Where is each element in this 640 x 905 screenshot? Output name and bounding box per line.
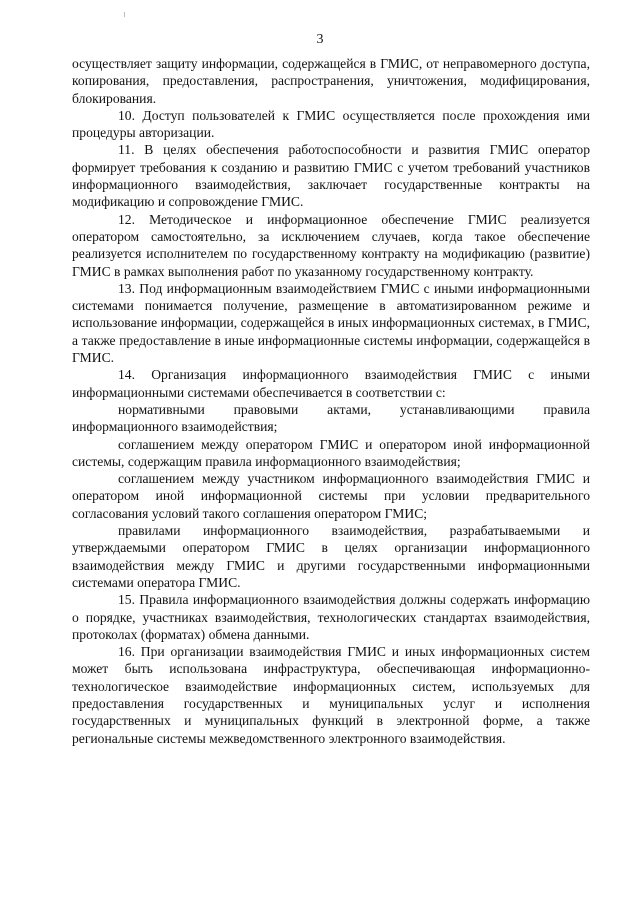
document-body bbox=[72, 55, 590, 747]
list-item-interaction-rules: правилами информационного взаимодействия, разрабатываемыми и утверждаемыми оператором ГМИС в целях организации информационного взаимодействия между ГМИС и другими государственными информационными системами оператора ГМИС. bbox=[72, 523, 590, 590]
paragraph-12: 12. Методическое и информационное обеспечение ГМИС реализуется оператором самостоятельно, за исключением случаев, когда такое обеспечение реализуется исполнителем по государственному контракту на модификацию (развитие) ГМИС в рамках выполнения работ по указанному государственному контракту. bbox=[72, 211, 590, 279]
paragraph-1: осуществляет защиту информации, содержащейся в ГМИС, от неправомерного доступа, копирования, предоставления, распространения, уничтожения, модифицирования, блокирования. bbox=[72, 56, 590, 106]
paragraph-16: 16. При организации взаимодействия ГМИС и иных информационных систем может быть использована инфраструктура, обеспечивающая информационно-технологическое взаимодействие информационных систем, используемых для предоставления государственных и муниципальных услуг и исполнения государственных и муниципальных функций в электронной форме, а также региональные системы межведомственного электронного взаимодействия. bbox=[72, 644, 590, 746]
list-item-operator-agreement: соглашением между оператором ГМИС и оператором иной информационной системы, содержащим правила информационного взаимодействия; bbox=[72, 436, 590, 469]
paragraph-14: 14. Организация информационного взаимодействия ГМИС с иными информационными системами обеспечивается в соответствии с: bbox=[72, 367, 590, 400]
paragraph-15: 15. Правила информационного взаимодействия должны содержать информацию о порядке, участниках взаимодействия, технологических стандартах взаимодействия, протоколах (форматах) обмена данными. bbox=[72, 592, 590, 642]
paragraph-10: 10. Доступ пользователей к ГМИС осуществляется после прохождения ими процедуры авторизации. bbox=[72, 107, 590, 141]
list-item-normative-acts: нормативными правовыми актами, устанавливающими правила информационного взаимодействия; bbox=[72, 401, 590, 435]
paragraph-13: 13. Под информационным взаимодействием ГМИС с иными информационными системами понимается получение, размещение в автоматизированном режиме и использование информации, содержащейся в иных информационных системах, в ГМИС, а также предоставление в иные информационные системы информации, содержащейся в ГМИС. bbox=[72, 280, 590, 366]
paragraph-11: 11. В целях обеспечения работоспособности и развития ГМИС оператор формирует требования к созданию и развитию ГМИС с учетом требований участников информационного взаимодействия, заключает государственные контракты на модификацию и сопровождение ГМИС. bbox=[72, 142, 590, 210]
list-item-participant-agreement: соглашением между участником информационного взаимодействия ГМИС и оператором иной информационной системы при условии предварительного согласования условий такого соглашения оператором ГМИС; bbox=[72, 471, 590, 521]
page-number: 3 bbox=[316, 32, 324, 47]
scan-mark bbox=[124, 12, 125, 17]
